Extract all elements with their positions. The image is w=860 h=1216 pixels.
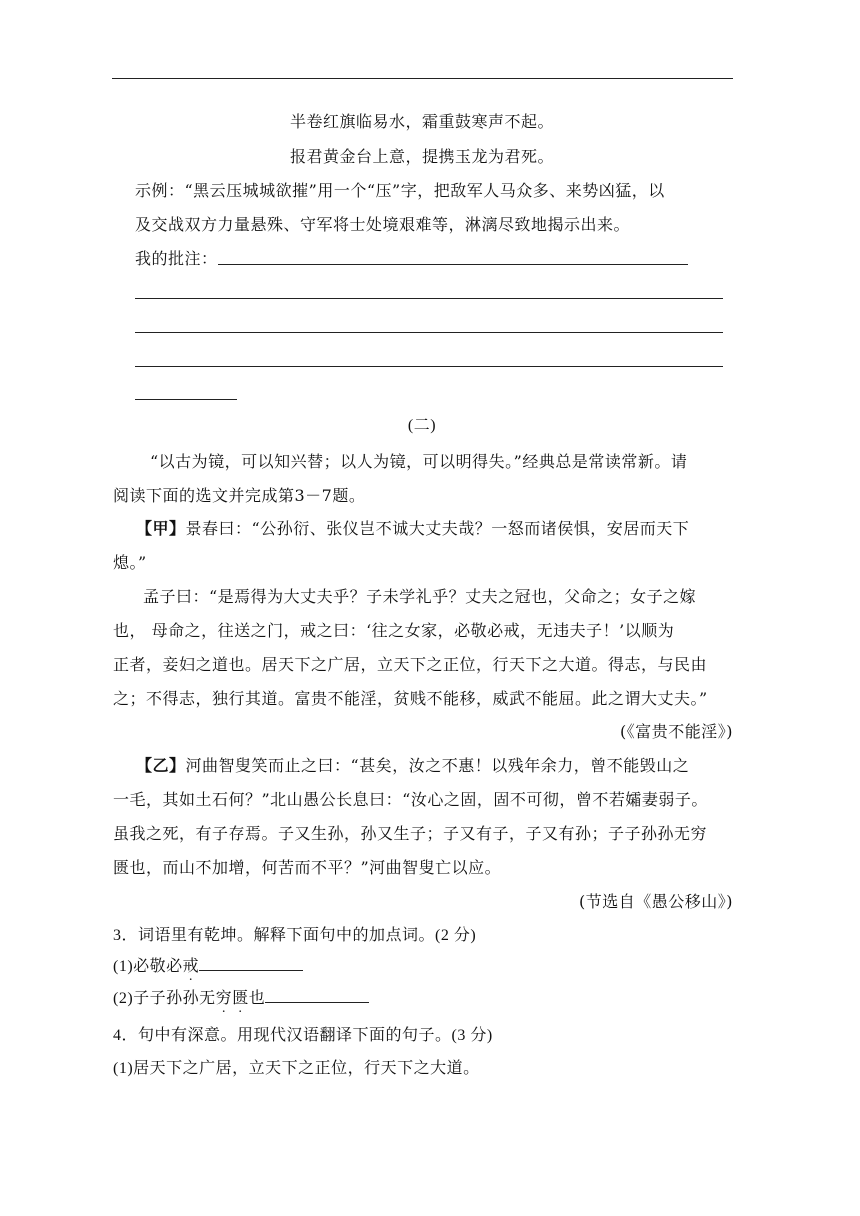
answer-blank-line[interactable] (135, 332, 723, 333)
annotation-label: 我的批注： (135, 249, 218, 268)
yi-tag: 【乙】 (136, 756, 186, 775)
intro-line-1: “以古为镜，可以知兴替；以人为镜，可以明得失。”经典总是常读常新。请 (150, 452, 688, 471)
yi-line-3: 虽我之死，有子存焉。子又生孙，孙又生子；子又有子，子又有孙；子子孙孙无穷 (113, 824, 708, 843)
q3-item-2-prefix: (2)子子孙孙无 (113, 990, 216, 1007)
section-title: (二) (407, 417, 437, 434)
answer-blank-line[interactable] (135, 366, 723, 367)
jia-p2-line-4: 之；不得志，独行其道。富贵不能淫，贫贱不能移，威武不能屈。此之谓大丈夫。” (113, 689, 708, 708)
jia-p2-line-1: 孟子曰：“是焉得为大丈夫乎？子未学礼乎？丈夫之冠也，父命之；女子之嫁 (143, 587, 697, 606)
yi-line-4: 匮也，而山不加增，何苦而不平？”河曲智叟亡以应。 (113, 858, 502, 877)
jia-text-1: 景春曰：“公孙衍、张仪岂不诚大丈夫哉？一怒而诸侯惧，安居而天下 (185, 519, 690, 538)
emphasis-dot-char: 戒 (182, 958, 200, 975)
example-line-1: 示例：“黑云压城城欲摧”用一个“压”字，把敌军人马众多、来势凶猛，以 (135, 181, 665, 200)
intro-line-2: 阅读下面的选文并完成第3－7题。 (113, 486, 366, 505)
q3-answer-blank-1[interactable] (199, 955, 303, 971)
yi-line-1 (136, 756, 756, 776)
q3-item-2-suffix: 也 (248, 990, 266, 1007)
q3-item-2 (113, 987, 733, 1009)
example-line-2: 及交战双方力量悬殊、守军将士处境艰难等，淋漓尽致地揭示出来。 (135, 215, 631, 234)
emphasis-dot-char: 匮 (232, 990, 249, 1007)
jia-line-2: 熄。” (113, 553, 147, 572)
header-rule (112, 78, 733, 79)
annotation-blank[interactable] (218, 264, 688, 265)
q3-item-1-prefix: (1)必敬必 (113, 958, 183, 975)
annotation-line (135, 249, 755, 269)
q3-answer-blank-2[interactable] (265, 987, 369, 1003)
poem-line-1: 半卷红旗临易水，霜重鼓寒声不起。 (289, 112, 554, 131)
q3-item-1 (113, 955, 733, 977)
answer-blank-line[interactable] (135, 399, 237, 400)
yi-text-1: 河曲智叟笑而止之曰：“甚矣，汝之不惠！以残年余力，曾不能毁山之 (185, 756, 690, 775)
jia-line-1 (136, 519, 756, 539)
answer-blank-line[interactable] (135, 298, 723, 299)
jia-source: (《富贵不能淫》) (620, 722, 733, 741)
yi-line-2: 一毛，其如土石何？”北山愚公长息曰：“汝心之固，固不可彻，曾不若孀妻弱子。 (113, 790, 708, 809)
poem-line-2: 报君黄金台上意，提携玉龙为君死。 (289, 147, 554, 166)
jia-p2-line-3: 正者，妾妇之道也。居天下之广居，立天下之正位，行天下之大道。得志，与民由 (113, 655, 708, 674)
q4-item-1: (1)居天下之广居，立天下之正位，行天下之大道。 (113, 1060, 480, 1077)
yi-source: (节选自《愚公移山》) (579, 892, 733, 911)
emphasis-dot-char: 穷 (215, 990, 233, 1007)
jia-p2-line-2: 也， 母命之，往送之门，戒之曰：‘往之女家，必敬必戒，无违夫子！’以顺为 (113, 621, 675, 640)
q4-stem: 4．句中有深意。用现代汉语翻译下面的句子。(3 分) (113, 1027, 493, 1044)
q3-stem: 3．词语里有乾坤。解释下面句中的加点词。(2 分) (113, 927, 477, 944)
jia-tag: 【甲】 (136, 519, 186, 538)
